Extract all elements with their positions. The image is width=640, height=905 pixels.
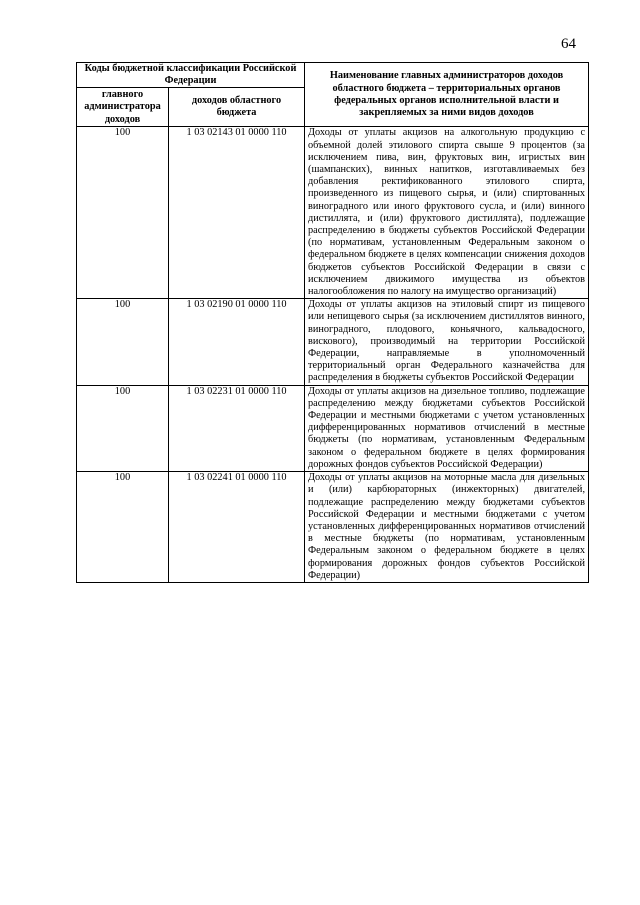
budget-classification-table	[76, 62, 589, 583]
revenue-column-header: доходов областного бюджета	[169, 88, 305, 127]
revenue-code-cell: 1 03 02190 01 0000 110	[169, 299, 305, 385]
revenue-description-cell: Доходы от уплаты акцизов на этиловый спирт из пищевого или непищевого сырья (за исключением дистиллятов винного, виноградного, плодового, коньячного, кальвадосного, вискового), производимый на территории Российской Федерации, направляемые в уполномоченный территориальный орган Федерального казначейства для распределения в бюджеты субъектов Российской Федерации	[305, 299, 589, 385]
revenue-description-cell: Доходы от уплаты акцизов на моторные масла для дизельных и (или) карбюраторных (инжекторных) двигателей, подлежащие распределению между бюджетами субъектов Российской Федерации и местными бюджетами с учетом установленных дифференцированных нормативов отчислений в местные бюджеты (по нормативам, установленным Федеральным законом о федеральном бюджете в целях формирования дорожных фондов субъектов Российской Федерации)	[305, 472, 589, 583]
codes-group-header: Коды бюджетной классификации Российской Федерации	[77, 63, 305, 88]
revenue-code-cell: 1 03 02241 01 0000 110	[169, 472, 305, 583]
admin-column-header: главного администратора доходов	[77, 88, 169, 127]
revenue-description-cell: Доходы от уплаты акцизов на дизельное топливо, подлежащие распределению между бюджетами субъектов Российской Федерации и местными бюджетами с учетом установленных дифференцированных нормативов отчислений в местные бюджеты (по нормативам, установленным Федеральным законом о федеральном бюджете в целях формирования дорожных фондов субъектов Российской Федерации)	[305, 385, 589, 471]
admin-code-cell: 100	[77, 472, 169, 583]
admin-code-cell: 100	[77, 385, 169, 471]
admin-code-cell: 100	[77, 299, 169, 385]
name-column-header: Наименование главных администраторов доходов областного бюджета – территориальных органов федеральных органов исполнительной власти и закрепляемых за ними видов доходов	[305, 63, 589, 127]
revenue-code-cell: 1 03 02231 01 0000 110	[169, 385, 305, 471]
table-row	[77, 472, 589, 583]
table-row	[77, 299, 589, 385]
page-number: 64	[561, 36, 576, 52]
table-row	[77, 127, 589, 299]
revenue-code-cell: 1 03 02143 01 0000 110	[169, 127, 305, 299]
admin-code-cell: 100	[77, 127, 169, 299]
table-row	[77, 385, 589, 471]
revenue-description-cell: Доходы от уплаты акцизов на алкогольную продукцию с объемной долей этилового спирта свыше 9 процентов (за исключением пива, вин, фруктовых вин, игристых вин (шампанских), винных напитков, изготавливаемых без добавления ректификованного этилового спирта, произведенного из пищевого сырья, и (или) спиртованных виноградного или иного фруктового сусла, и (или) винного дистиллята, и (или) фруктового дистиллята), подлежащие распределению в бюджеты субъектов Российской Федерации (по нормативам, установленным Федеральным законом о федеральном бюджете в целях компенсации снижения доходов бюджетов субъектов Российской Федерации в связи с исключением движимого имущества из объектов налогообложения по налогу на имущество организаций)	[305, 127, 589, 299]
